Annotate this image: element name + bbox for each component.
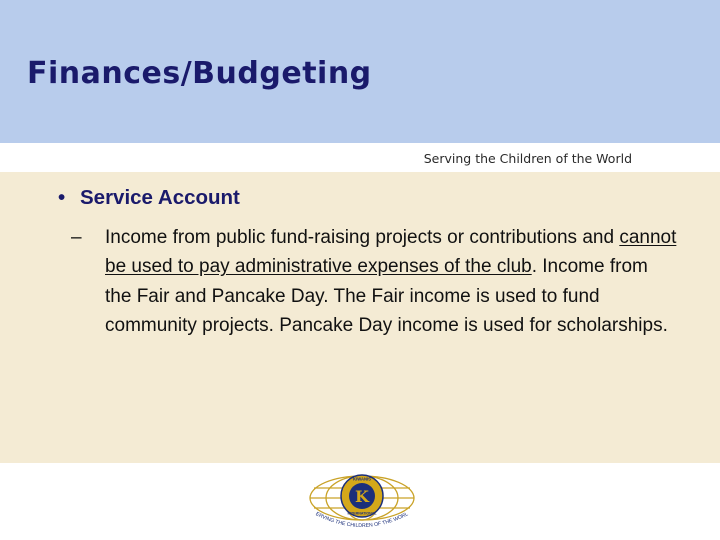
underlined-text: cannot be used to pay administrative expenses of the club	[105, 227, 677, 278]
sub-bullet	[71, 223, 678, 340]
emblem-letter: K	[355, 487, 369, 506]
bullet-item	[58, 186, 240, 210]
slide-title: Finances/Budgeting	[27, 56, 372, 91]
bullet-label: Service Account	[80, 186, 240, 209]
bullet-marker: •	[58, 186, 66, 209]
text-segment-1: Income from public fund-raising projects or contributions and	[105, 227, 620, 248]
logo-caption-path: ERVING THE CHILDREN OF THE WORL	[314, 511, 410, 530]
text-segment-3: . Income from the Fair and Pancake Day. The Fair income is used to fund community projects. Pancake Day income is used for scholarships.	[105, 256, 668, 336]
emblem-bottom-text: INTERNATIONAL	[347, 511, 377, 516]
emblem-top-text: KIWANIS	[353, 476, 371, 482]
kiwanis-emblem-icon	[300, 466, 424, 532]
sub-bullet-marker: –	[71, 227, 82, 248]
tagline: Serving the Children of the World	[423, 151, 632, 166]
sub-bullet-text	[71, 223, 678, 340]
